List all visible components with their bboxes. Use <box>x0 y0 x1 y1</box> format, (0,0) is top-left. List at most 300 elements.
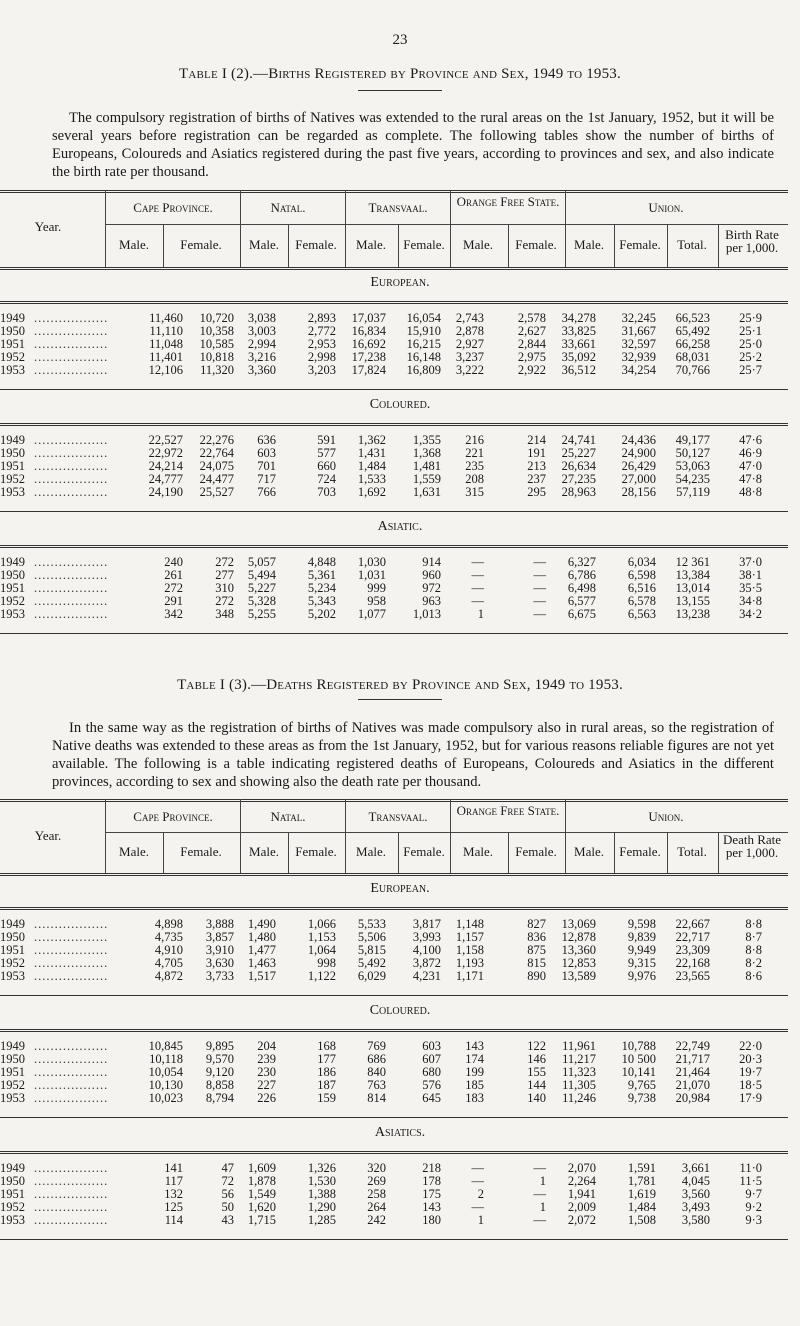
column-header: Female. <box>403 844 445 859</box>
title-underline <box>358 699 442 700</box>
table-cell: 6,029 <box>357 969 386 983</box>
table-cell: 6,578 <box>627 594 656 608</box>
table-title: Table I (3).—Deaths Registered by Province and Sex, 1949 to 1953. <box>177 677 623 693</box>
table-cell: 2,627 <box>517 324 546 338</box>
table-cell: 2,998 <box>307 350 336 364</box>
table-cell: — <box>533 1161 546 1175</box>
table-cell: 3,203 <box>307 363 336 377</box>
leader-dots: .................. <box>34 311 109 325</box>
table-rule <box>105 832 788 833</box>
births-table <box>0 190 800 621</box>
table-cell: 117 <box>164 1174 183 1188</box>
table-cell: 8·8 <box>745 917 762 931</box>
table-cell: 999 <box>367 581 386 595</box>
table-cell: 769 <box>367 1039 386 1053</box>
table-cell: 22,764 <box>199 446 234 460</box>
table-cell: 191 <box>527 446 546 460</box>
table-cell: — <box>533 1187 546 1201</box>
table-rule <box>0 1151 788 1154</box>
table-cell: — <box>471 555 484 569</box>
table-cell: 15,910 <box>406 324 441 338</box>
table-cell: 9·2 <box>745 1200 762 1214</box>
table-cell: 38·1 <box>739 568 762 582</box>
table-cell: 12,878 <box>561 930 596 944</box>
table-cell: 591 <box>317 433 336 447</box>
column-divider <box>105 190 106 267</box>
table-cell: 10,130 <box>148 1078 183 1092</box>
table-cell: 1,878 <box>247 1174 276 1188</box>
table-cell: 218 <box>422 1161 441 1175</box>
table-cell: 1,368 <box>412 446 441 460</box>
table-cell: 237 <box>527 472 546 486</box>
section-title: European. <box>370 275 430 290</box>
column-header: Total. <box>677 237 707 252</box>
table-cell: 23,565 <box>675 969 710 983</box>
column-header: Male. <box>463 844 493 859</box>
leader-dots: .................. <box>34 555 109 569</box>
year-cell: 1951 <box>0 337 25 351</box>
table-cell: 22,168 <box>675 956 710 970</box>
table-cell: 958 <box>367 594 386 608</box>
table-cell: 272 <box>164 581 183 595</box>
table-cell: 680 <box>422 1065 441 1079</box>
table-cell: 27,235 <box>561 472 596 486</box>
column-header: Male. <box>119 844 149 859</box>
table-cell: 178 <box>422 1174 441 1188</box>
table-cell: 34,278 <box>561 311 596 325</box>
column-header: Female. <box>619 237 661 252</box>
table-cell: 177 <box>317 1052 336 1066</box>
table-cell: 8·2 <box>745 956 762 970</box>
table-cell: 8·6 <box>745 969 762 983</box>
table-cell: 122 <box>527 1039 546 1053</box>
table-cell: 216 <box>465 433 484 447</box>
column-header: Year. <box>34 828 62 843</box>
table-cell: 11,048 <box>149 337 183 351</box>
table-cell: 960 <box>422 568 441 582</box>
year-cell: 1952 <box>0 956 25 970</box>
table-cell: 963 <box>422 594 441 608</box>
column-header: Cape Province. <box>133 200 213 215</box>
leader-dots: .................. <box>34 943 109 957</box>
table-cell: 766 <box>257 485 276 499</box>
leader-dots: .................. <box>34 485 109 499</box>
table-cell: 1,484 <box>627 1200 656 1214</box>
table-cell: 242 <box>367 1213 386 1227</box>
table-cell: — <box>471 1161 484 1175</box>
year-cell: 1951 <box>0 1187 25 1201</box>
table-cell: 17,238 <box>351 350 386 364</box>
table-cell: 3,222 <box>455 363 484 377</box>
year-cell: 1952 <box>0 350 25 364</box>
table-cell: 1,031 <box>357 568 386 582</box>
table-cell: 701 <box>257 459 276 473</box>
table-cell: 1,530 <box>307 1174 336 1188</box>
table-cell: 34·2 <box>739 607 762 621</box>
table-cell: 32,939 <box>621 350 656 364</box>
table-cell: 291 <box>164 594 183 608</box>
table-cell: — <box>471 568 484 582</box>
leader-dots: .................. <box>34 607 109 621</box>
table-cell: 16,692 <box>351 337 386 351</box>
table-cell: 13,384 <box>675 568 710 582</box>
table-cell: 1,157 <box>455 930 484 944</box>
table-cell: 2,743 <box>455 311 484 325</box>
table-cell: 11,217 <box>562 1052 596 1066</box>
column-header: Cape Province. <box>133 809 213 824</box>
table-cell: 23,309 <box>675 943 710 957</box>
table-cell: 277 <box>215 568 234 582</box>
table-cell: 6,675 <box>567 607 596 621</box>
table-cell: 47·0 <box>739 459 762 473</box>
year-cell: 1952 <box>0 472 25 486</box>
table-cell: 16,809 <box>406 363 441 377</box>
table-cell: — <box>533 607 546 621</box>
table-cell: 2,975 <box>517 350 546 364</box>
column-header: Year. <box>34 219 62 234</box>
table-cell: 3,038 <box>247 311 276 325</box>
column-divider <box>565 799 566 873</box>
column-header: Orange Free State. <box>456 803 560 818</box>
table-cell: 890 <box>527 969 546 983</box>
table-cell: 125 <box>164 1200 183 1214</box>
year-cell: 1949 <box>0 1039 25 1053</box>
table-cell: 6,516 <box>627 581 656 595</box>
table-cell: 235 <box>465 459 484 473</box>
table-cell: 57,119 <box>676 485 710 499</box>
table-cell: 1,715 <box>247 1213 276 1227</box>
table-cell: 22,527 <box>148 433 183 447</box>
table-cell: 320 <box>367 1161 386 1175</box>
table-cell: 2,578 <box>517 311 546 325</box>
table-cell: 18·5 <box>739 1078 762 1092</box>
column-header: Female. <box>180 237 222 252</box>
table-cell: 2,927 <box>455 337 484 351</box>
column-header: Death Rate per 1,000. <box>722 832 782 860</box>
table-cell: 49,177 <box>675 433 710 447</box>
table-cell: 1,285 <box>307 1213 336 1227</box>
table-cell: 204 <box>257 1039 276 1053</box>
year-cell: 1950 <box>0 324 25 338</box>
table-cell: 11,246 <box>562 1091 596 1105</box>
column-divider <box>345 799 346 873</box>
table-row <box>0 1214 800 1227</box>
table-cell: 21,070 <box>675 1078 710 1092</box>
table-cell: 607 <box>422 1052 441 1066</box>
table-cell: 227 <box>257 1078 276 1092</box>
table-cell: 143 <box>422 1200 441 1214</box>
table-cell: 6,327 <box>567 555 596 569</box>
table-cell: 24,741 <box>561 433 596 447</box>
leader-dots: .................. <box>34 917 109 931</box>
table-row <box>0 486 800 499</box>
table-cell: 1,077 <box>357 607 386 621</box>
column-header: Union. <box>648 200 684 215</box>
table-cell: 1 <box>539 1200 546 1214</box>
year-cell: 1950 <box>0 930 25 944</box>
section-title: Asiatics. <box>374 1125 426 1140</box>
table-cell: 717 <box>257 472 276 486</box>
table-cell: 6,577 <box>567 594 596 608</box>
column-header: Transvaal. <box>368 809 428 824</box>
table-cell: 143 <box>465 1039 484 1053</box>
table-cell: 972 <box>422 581 441 595</box>
year-cell: 1950 <box>0 446 25 460</box>
table-cell: 24,777 <box>148 472 183 486</box>
table-row <box>0 1175 800 1188</box>
table-cell: 636 <box>257 433 276 447</box>
table-cell: 35,092 <box>561 350 596 364</box>
table-cell: 46·9 <box>739 446 762 460</box>
table-cell: 114 <box>164 1213 183 1227</box>
column-divider <box>163 832 164 873</box>
table-cell: 3,237 <box>455 350 484 364</box>
table-cell: 1,481 <box>412 459 441 473</box>
table-cell: 1,066 <box>307 917 336 931</box>
table-cell: 9,570 <box>205 1052 234 1066</box>
table-cell: 3,216 <box>247 350 276 364</box>
table-cell: 1,477 <box>247 943 276 957</box>
table-cell: — <box>533 1213 546 1227</box>
table-cell: 1,941 <box>567 1187 596 1201</box>
leader-dots: .................. <box>34 1187 109 1201</box>
table-cell: 12 361 <box>675 555 710 569</box>
table-cell: 1,781 <box>627 1174 656 1188</box>
table-row <box>0 608 800 621</box>
table-cell: 31,667 <box>621 324 656 338</box>
table-cell: 3,733 <box>205 969 234 983</box>
table-cell: 11,401 <box>149 350 183 364</box>
table-cell: 6,034 <box>627 555 656 569</box>
table-cell: — <box>533 581 546 595</box>
table-cell: 5,227 <box>247 581 276 595</box>
table-cell: 2,772 <box>307 324 336 338</box>
table-cell: 8,858 <box>205 1078 234 1092</box>
table-cell: 132 <box>164 1187 183 1201</box>
table-cell: 12,853 <box>561 956 596 970</box>
table-cell: 65,492 <box>675 324 710 338</box>
table-cell: 703 <box>317 485 336 499</box>
table-cell: 2,844 <box>517 337 546 351</box>
column-header: Female. <box>515 844 557 859</box>
table-cell: 53,063 <box>675 459 710 473</box>
table-cell: 6,498 <box>567 581 596 595</box>
table-cell: 5,492 <box>357 956 386 970</box>
year-cell: 1953 <box>0 607 25 621</box>
table-cell: 2,994 <box>247 337 276 351</box>
table-cell: 2,072 <box>567 1213 596 1227</box>
year-cell: 1949 <box>0 311 25 325</box>
table-cell: 3,910 <box>205 943 234 957</box>
table-cell: 1 <box>477 1213 484 1227</box>
table-cell: 348 <box>215 607 234 621</box>
intro-paragraph: The compulsory registration of births of Natives was extended to the rural areas on the 1st January, 1952, but it will be several years before registration can be regarded as complete. The following tables show the number of births of Europeans, Coloureds and Asiatics registered during the past five years, according to provinces and sex, and also indicate the birth rate per thousand. <box>52 110 774 180</box>
year-cell: 1951 <box>0 581 25 595</box>
table-cell: 37·0 <box>739 555 762 569</box>
table-cell: 660 <box>317 459 336 473</box>
leader-dots: .................. <box>34 1039 109 1053</box>
table-cell: 13,155 <box>675 594 710 608</box>
table-cell: 24,436 <box>621 433 656 447</box>
table-rule <box>0 907 788 910</box>
table-cell: 2,893 <box>307 311 336 325</box>
table-cell: 22·0 <box>739 1039 762 1053</box>
table-cell: 22,717 <box>675 930 710 944</box>
table-cell: 141 <box>164 1161 183 1175</box>
table-rule <box>0 545 788 548</box>
table-cell: 1,549 <box>247 1187 276 1201</box>
leader-dots: .................. <box>34 324 109 338</box>
table-cell: 208 <box>465 472 484 486</box>
table-cell: 1,692 <box>357 485 386 499</box>
year-cell: 1951 <box>0 459 25 473</box>
table-cell: 175 <box>422 1187 441 1201</box>
deaths-table <box>0 799 800 1227</box>
table-cell: — <box>471 594 484 608</box>
column-header: Male. <box>574 237 604 252</box>
table-cell: 50 <box>221 1200 234 1214</box>
table-row <box>0 364 800 377</box>
leader-dots: .................. <box>34 433 109 447</box>
table-cell: 3,580 <box>681 1213 710 1227</box>
table-cell: 6,786 <box>567 568 596 582</box>
table-cell: 47·8 <box>739 472 762 486</box>
table-cell: 72 <box>221 1174 234 1188</box>
table-cell: 10,845 <box>148 1039 183 1053</box>
table-cell: 11,323 <box>562 1065 596 1079</box>
table-cell: 1,508 <box>627 1213 656 1227</box>
table-cell: — <box>533 568 546 582</box>
table-cell: 3,003 <box>247 324 276 338</box>
table-cell: 2,070 <box>567 1161 596 1175</box>
leader-dots: .................. <box>34 1213 109 1227</box>
table-cell: — <box>471 581 484 595</box>
column-divider <box>345 190 346 267</box>
table-cell: 180 <box>422 1213 441 1227</box>
year-cell: 1953 <box>0 969 25 983</box>
year-cell: 1953 <box>0 485 25 499</box>
table-cell: 21,464 <box>675 1065 710 1079</box>
table-cell: 21,717 <box>675 1052 710 1066</box>
table-cell: 10,585 <box>199 337 234 351</box>
table-cell: 3,872 <box>412 956 441 970</box>
table-cell: 10,818 <box>199 350 234 364</box>
table-cell: 32,597 <box>621 337 656 351</box>
leader-dots: .................. <box>34 337 109 351</box>
table-cell: 815 <box>527 956 546 970</box>
table-cell: 272 <box>215 555 234 569</box>
table-cell: 4,231 <box>412 969 441 983</box>
table-cell: 22,972 <box>148 446 183 460</box>
table-cell: 16,834 <box>351 324 386 338</box>
table-cell: 9,765 <box>627 1078 656 1092</box>
table-cell: 836 <box>527 930 546 944</box>
table-cell: 11,460 <box>149 311 183 325</box>
table-cell: 174 <box>465 1052 484 1066</box>
year-cell: 1953 <box>0 1213 25 1227</box>
table-cell: 24,214 <box>148 459 183 473</box>
column-divider <box>450 190 451 267</box>
table-cell: 4,705 <box>154 956 183 970</box>
table-cell: 261 <box>164 568 183 582</box>
table-rule <box>0 511 788 512</box>
table-rule <box>0 423 788 426</box>
table-cell: 10,788 <box>621 1039 656 1053</box>
year-cell: 1952 <box>0 594 25 608</box>
table-cell: 10,023 <box>148 1091 183 1105</box>
table-cell: 1,609 <box>247 1161 276 1175</box>
table-cell: 1,326 <box>307 1161 336 1175</box>
table-title: Table I (2).—Births Registered by Province and Sex, 1949 to 1953. <box>179 66 621 82</box>
column-header: Birth Rate per 1,000. <box>725 227 779 255</box>
table-cell: 26,429 <box>621 459 656 473</box>
leader-dots: .................. <box>34 568 109 582</box>
table-cell: 10 500 <box>621 1052 656 1066</box>
table-rule <box>0 389 788 390</box>
column-divider <box>450 799 451 873</box>
table-cell: 25·1 <box>739 324 762 338</box>
table-cell: 10,118 <box>149 1052 183 1066</box>
table-cell: 186 <box>317 1065 336 1079</box>
table-cell: 11,110 <box>149 324 183 338</box>
table-rule <box>0 1029 788 1032</box>
table-cell: 13,238 <box>675 607 710 621</box>
leader-dots: .................. <box>34 969 109 983</box>
table-cell: 342 <box>164 607 183 621</box>
table-cell: 9,976 <box>627 969 656 983</box>
table-cell: 1,362 <box>357 433 386 447</box>
column-header: Union. <box>648 809 684 824</box>
table-cell: 1,153 <box>307 930 336 944</box>
table-cell: 603 <box>422 1039 441 1053</box>
leader-dots: .................. <box>34 1052 109 1066</box>
table-cell: 1,463 <box>247 956 276 970</box>
table-cell: 3,661 <box>681 1161 710 1175</box>
column-header: Orange Free State. <box>456 194 560 209</box>
table-cell: 27,000 <box>621 472 656 486</box>
table-cell: 998 <box>317 956 336 970</box>
table-cell: 5,494 <box>247 568 276 582</box>
table-cell: 295 <box>527 485 546 499</box>
table-cell: 24,190 <box>148 485 183 499</box>
table-cell: 11,305 <box>562 1078 596 1092</box>
table-cell: 25·2 <box>739 350 762 364</box>
table-cell: 13,069 <box>561 917 596 931</box>
table-cell: 3,560 <box>681 1187 710 1201</box>
column-header: Female. <box>403 237 445 252</box>
leader-dots: .................. <box>34 1200 109 1214</box>
table-cell: 264 <box>367 1200 386 1214</box>
table-cell: 12,106 <box>148 363 183 377</box>
table-cell: 6,563 <box>627 607 656 621</box>
table-cell: 34,254 <box>621 363 656 377</box>
table-cell: 25·0 <box>739 337 762 351</box>
table-cell: 5,361 <box>307 568 336 582</box>
table-rule <box>0 873 788 876</box>
table-row <box>0 1201 800 1214</box>
table-row <box>0 1188 800 1201</box>
table-cell: 9,120 <box>205 1065 234 1079</box>
table-cell: 8,794 <box>205 1091 234 1105</box>
table-cell: 17,037 <box>351 311 386 325</box>
table-cell: 645 <box>422 1091 441 1105</box>
column-header: Male. <box>249 237 279 252</box>
table-cell: 1,533 <box>357 472 386 486</box>
leader-dots: .................. <box>34 446 109 460</box>
table-cell: 25·9 <box>739 311 762 325</box>
table-cell: 2,953 <box>307 337 336 351</box>
section-title: Asiatic. <box>377 519 423 534</box>
